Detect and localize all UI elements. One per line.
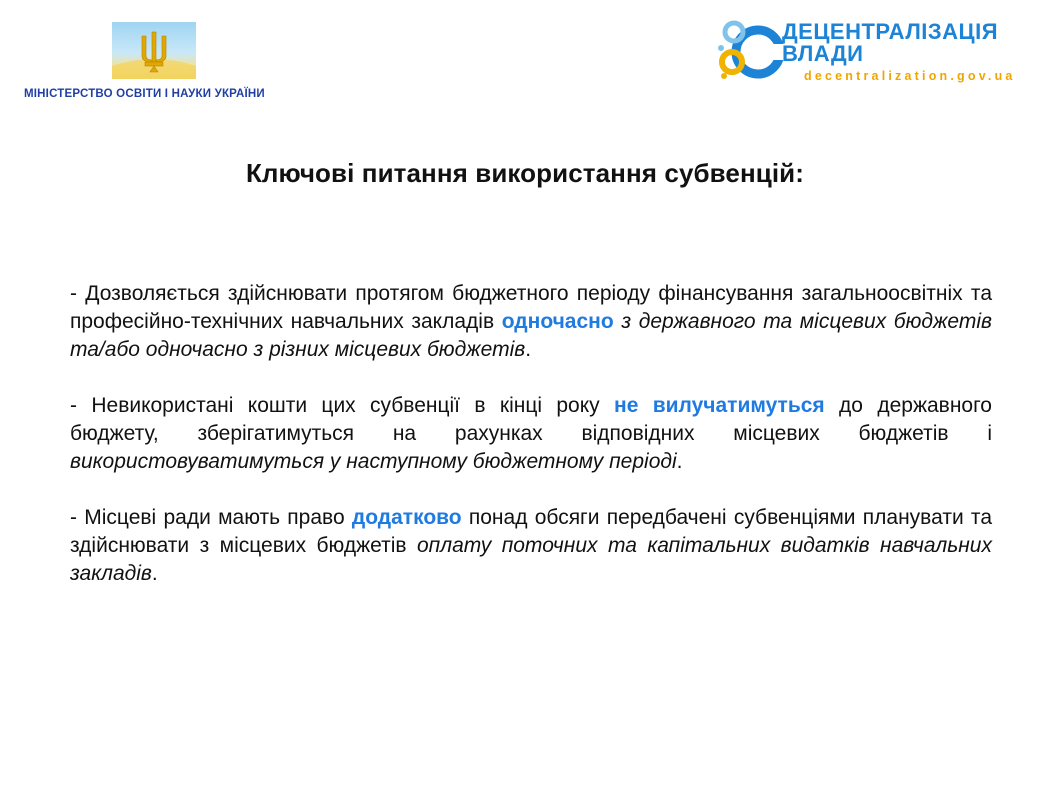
- paragraph-3-italic: оплату поточних та капітальних видатків навчальних закладів: [70, 534, 992, 585]
- paragraph-1-highlight: одночасно: [501, 310, 614, 333]
- paragraph-2-highlight: не вилучатимуться: [614, 394, 825, 417]
- paragraph-3-middle: понад обсяги передбачені субвенціями планувати та здійснювати з місцевих бюджетів: [70, 506, 992, 557]
- paragraph-3-end: .: [151, 562, 158, 585]
- decentralization-title: [782, 21, 998, 65]
- paragraph-2-middle: до державного бюджету, зберігатимуться на рахунках відповідних місцевих бюджетів і: [70, 394, 992, 445]
- decentralization-mark-icon: [712, 18, 784, 84]
- decentralization-title-line1: ДЕЦЕНТРАЛІЗАЦІЯ: [782, 19, 999, 44]
- decentralization-title-line2: ВЛАДИ: [782, 41, 864, 66]
- paragraph-3: [70, 504, 992, 588]
- page-title: Ключові питання використання субвенцій:: [245, 158, 805, 188]
- paragraph-1-text: - Дозволяється здійснювати протягом бюджетного періоду фінансування загальноосвітніх та професійно-технічних навчальних закладів: [70, 282, 992, 333]
- paragraph-1-italic: з державного та місцевих бюджетів та/або одночасно з різних місцевих бюджетів: [70, 310, 992, 361]
- ministry-logo: [112, 22, 196, 79]
- paragraph-2-end: .: [676, 450, 683, 473]
- decentralization-url: decentralization.gov.ua: [804, 69, 1016, 83]
- ministry-name: МІНІСТЕРСТВО ОСВІТИ І НАУКИ УКРАЇНИ: [24, 88, 265, 100]
- paragraph-3-highlight: додатково: [351, 506, 462, 529]
- paragraph-1: [70, 280, 992, 364]
- paragraph-1-end: .: [525, 338, 532, 361]
- slide-content: [70, 280, 992, 616]
- paragraph-2: [70, 392, 992, 476]
- paragraph-2-italic: використовуватимуться у наступному бюджетному періоді: [70, 450, 677, 473]
- decentralization-logo: [712, 18, 1042, 88]
- trident-icon: [112, 22, 196, 79]
- paragraph-3-text: - Місцеві ради мають право: [70, 506, 352, 529]
- paragraph-2-text: - Невикористані кошти цих субвенції в кінці року: [70, 394, 615, 417]
